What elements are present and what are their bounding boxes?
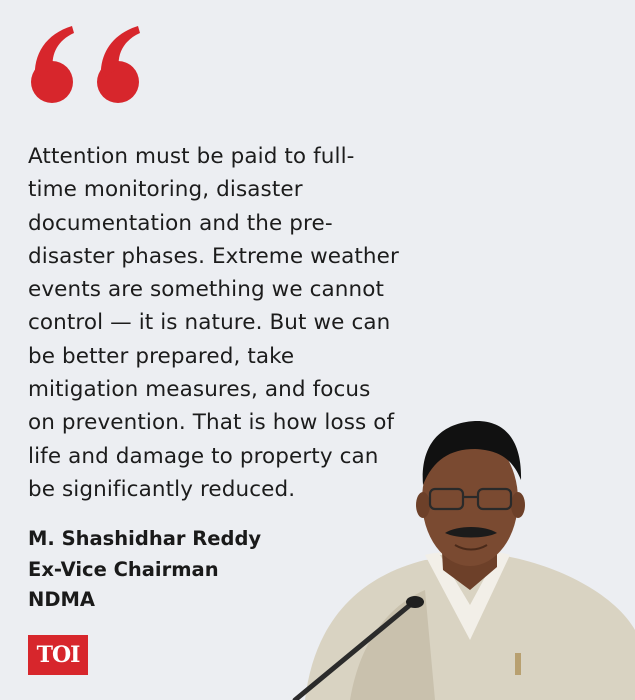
toi-logo: TOI bbox=[28, 635, 88, 675]
quote-text: Attention must be paid to full- time monitoring, disaster documentation and the pre- disaster phases. Extreme weather events are something we cannot control — it is nature. But we can be better prepared, take mitigation measures, and focus on prevention. That is how loss of life and damage to property can be significantly reduced. bbox=[28, 144, 399, 502]
attribution bbox=[28, 524, 261, 616]
speaker-role: Ex-Vice Chairman bbox=[28, 557, 219, 581]
speaker-portrait bbox=[275, 405, 635, 700]
speaker-name: M. Shashidhar Reddy bbox=[28, 527, 262, 550]
speaker-org: NDMA bbox=[28, 588, 96, 611]
quote-mark-icon bbox=[28, 24, 148, 114]
